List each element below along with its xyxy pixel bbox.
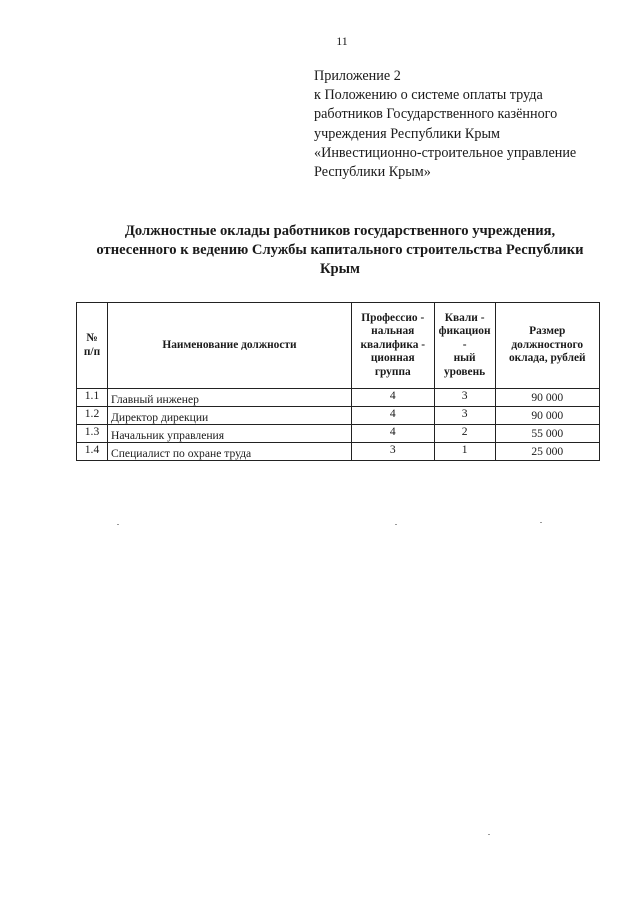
header-qualification-level [434,303,495,389]
row-number: 1.1 [77,389,108,407]
appendix-line: Республики Крым» [314,164,431,181]
row-qualification-group: 4 [351,425,434,443]
header-qualification-group [351,303,434,389]
header-level-line: ный [453,352,476,365]
header-level-line: фикацион - [438,325,491,351]
row-qualification-level: 1 [434,443,495,461]
row-number: 1.2 [77,407,108,425]
table-row [77,443,600,461]
appendix-line: Приложение 2 [314,68,401,84]
header-group-line: группа [374,365,411,378]
title-line: отнесенного к ведению Службы капитального строительства Республики [96,242,584,259]
header-level-line: Квали - [444,311,485,324]
header-group-line: Профессио - [361,311,425,324]
appendix-line: учреждения Республики Крым [314,125,500,142]
row-qualification-level: 3 [434,389,495,407]
scan-speck [395,524,397,525]
header-number [77,303,108,389]
row-qualification-level: 2 [434,425,495,443]
table-row [77,407,600,425]
row-salary: 55 000 [495,425,599,443]
header-salary-line: оклада, рублей [508,352,586,365]
row-position-name: Специалист по охране труда [108,443,352,461]
appendix-line: к Положению о системе оплаты труда [314,87,543,104]
row-qualification-level: 3 [434,407,495,425]
header-level-line: уровень [443,365,486,378]
table-row [77,389,600,407]
row-position-name: Директор дирекции [108,407,352,425]
row-salary: 90 000 [495,407,599,425]
row-salary: 25 000 [495,443,599,461]
title-line: Должностные оклады работников государственного учреждения, [124,223,556,239]
header-group-line: ционная [370,352,415,365]
table-header-row [77,303,600,389]
header-group-line: нальная [371,325,415,338]
appendix-line: работников Государственного казённого [314,106,558,123]
page-number: 11 [336,34,348,48]
document-title [60,222,620,280]
header-position-name [108,303,352,389]
table-row [77,425,600,443]
header-position-line: Наименование должности [162,338,297,351]
header-group-line: квалифика - [360,338,426,351]
row-qualification-group: 3 [351,443,434,461]
header-salary [495,303,599,389]
row-salary: 90 000 [495,389,599,407]
appendix-line: «Инвестиционно-строительное управление [314,144,577,161]
salary-table [76,302,600,461]
header-number-line: п/п [83,345,101,358]
header-number-line: № [86,332,98,344]
row-position-name: Главный инженер [108,389,352,407]
header-salary-line: должностного [511,338,584,351]
title-line: Крым [319,261,361,278]
scan-speck [117,524,119,525]
row-position-name: Начальник управления [108,425,352,443]
header-salary-line: Размер [529,325,566,338]
row-qualification-group: 4 [351,389,434,407]
appendix-note [314,67,614,182]
scan-speck [488,834,490,835]
row-qualification-group: 4 [351,407,434,425]
row-number: 1.3 [77,425,108,443]
scan-speck [540,522,542,523]
row-number: 1.4 [77,443,108,461]
